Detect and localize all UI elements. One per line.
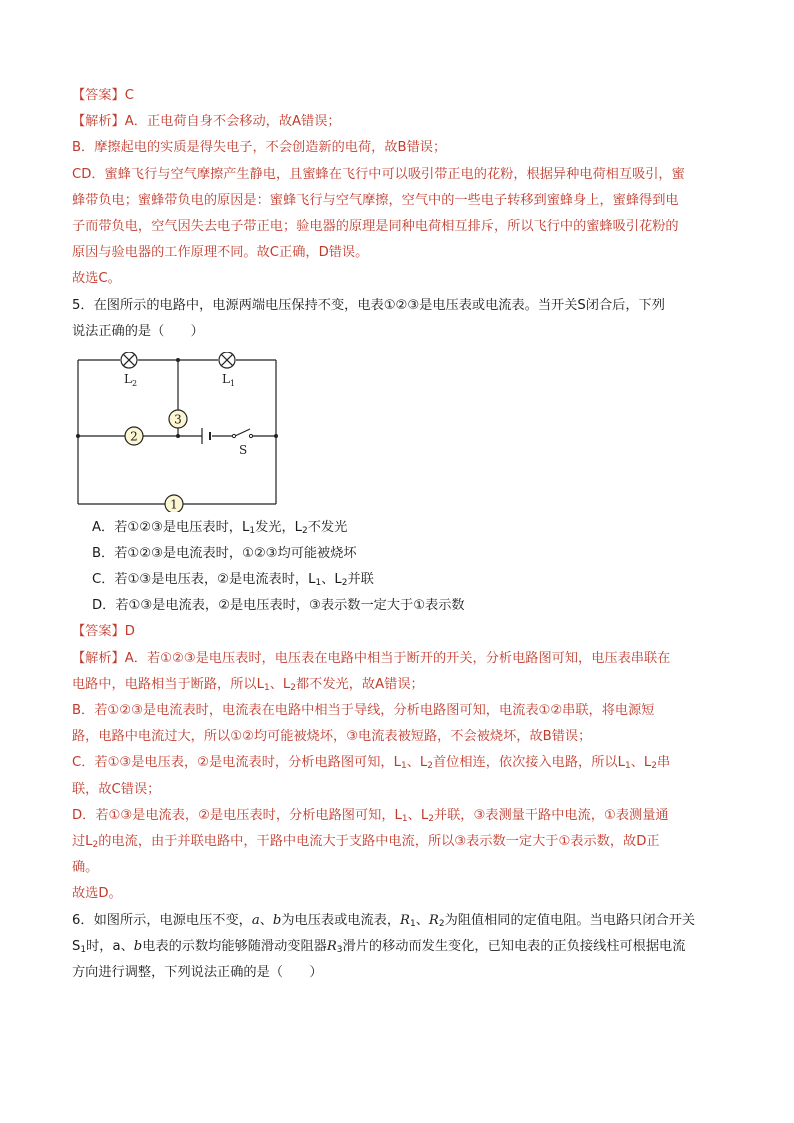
q5-analysis-a-1: 【解析】A．若①②③是电压表时，电压表在电路中相当于断开的开关，分析电路图可知，电压表串联在 [72, 650, 671, 666]
lamp-l2-label [124, 372, 137, 388]
q4-analysis-cd-1: CD．蜜蜂飞行与空气摩擦产生静电，且蜜蜂在飞行中可以吸引带正电的花粉，根据异种电荷相互吸引，蜜 [72, 166, 685, 182]
meter-3 [169, 410, 187, 428]
svg-text:2: 2 [130, 429, 138, 444]
q4-analysis-cd-2: 蜂带负电；蜜蜂带负电的原因是：蜜蜂飞行与空气摩擦，空气中的一些电子转移到蜜蜂身上，蜜蜂得到电 [72, 192, 679, 208]
q6-stem-1: 6．如图所示，电源电压不变，a、b为电压表或电流表，$R_1$、$R_2$为阻值相同的定值电阻。当电路只闭合开关 [72, 912, 696, 929]
meter-1 [165, 495, 183, 512]
q5-answer: 【答案】D [72, 624, 135, 640]
q4-analysis-cd-4: 原因与验电器的工作原理不同。故C正确，D错误。 [72, 245, 369, 261]
q4-analysis-cd-3: 子而带负电，空气因失去电子带正电；验电器的原理是同种电荷相互排斥，所以飞行中的蜜蜂吸引花粉的 [72, 218, 679, 234]
q5-stem-2: 说法正确的是（ ） [72, 323, 204, 339]
q4-answer-tag: 【答案】 [72, 88, 125, 103]
q5-stem-1: 5．在图所示的电路中，电源两端电压保持不变，电表①②③是电压表或电流表。当开关S闭合后，下列 [72, 297, 665, 313]
svg-text:L2: $L_2$ [124, 371, 138, 388]
document-page [72, 86, 722, 989]
circuit-diagram [74, 352, 284, 512]
q4-analysis-a: 【解析】A．正电荷自身不会移动，故A错误； [72, 114, 341, 130]
svg-text:1: 1 [170, 497, 178, 512]
q5-analysis-b-2: 路，电路中电流过大，所以①②均可能被烧坏，③电流表被短路，不会被烧坏，故B错误； [72, 729, 592, 745]
svg-text:L1: $L_1$ [222, 371, 236, 388]
q6-stem-3: 方向进行调整，下列说法正确的是（ ） [72, 964, 323, 980]
q5-analysis-c-2: 联，故C错误； [72, 781, 161, 797]
q4-answer-value: C [124, 88, 134, 103]
q5-analysis-d-1: D．若①③是电流表，②是电压表时，分析电路图可知，$L_1$、$L_2$并联，③表测量干路中电流，①表测量通 [72, 807, 669, 824]
meter-2 [125, 427, 143, 445]
svg-text:3: 3 [174, 412, 182, 427]
q5-option-b: B．若①②③是电流表时，①②③均可能被烧坏 [92, 545, 357, 561]
q4-choose: 故选C。 [72, 271, 121, 287]
q4-analysis-tag: 【解析】 [72, 114, 125, 130]
q4-answer [72, 86, 722, 106]
q5-analysis-c-1: C．若①③是电压表，②是电流表时，分析电路图可知，$L_1$、$L_2$首位相连，依次接入电路，所以$L_1$、$L_2$串 [72, 755, 671, 772]
q5-option-c: C．若①③是电压表，②是电流表时，$L_1$、$L_2$并联 [92, 572, 374, 589]
q5-analysis-b-1: B．若①②③是电流表时，电流表在电路中相当于导线，分析电路图可知，电流表①②串联，将电源短 [72, 703, 655, 718]
q5-analysis-d-3: 确。 [72, 860, 99, 876]
q4-analysis-b: B．摩擦起电的实质是得失电子，不会创造新的电荷，故B错误； [72, 140, 447, 156]
q5-analysis-d-2: 过$L_2$的电流，由于并联电路中，干路中电流大于支路中电流，所以③表示数一定大于①表示数，故D正 [72, 833, 660, 850]
switch-label: S [239, 442, 248, 457]
q5-option-a: A．若①②③是电压表时，$L_1$发光，$L_2$不发光 [92, 519, 348, 536]
q5-option-d: D．若①③是电流表，②是电压表时，③表示数一定大于①表示数 [92, 598, 465, 614]
q5-choose: 故选D。 [72, 886, 122, 902]
lamp-l1-label [222, 372, 235, 388]
q6-stem-2: $S_1$时，a、b电表的示数均能够随滑动变阻器$R_3$滑片的移动而发生变化，已知电表的正负接线柱可根据电流 [72, 938, 686, 955]
q5-analysis-a-2: 电路中，电路相当于断路，所以$L_1$、$L_2$都不发光，故A错误； [72, 676, 424, 693]
